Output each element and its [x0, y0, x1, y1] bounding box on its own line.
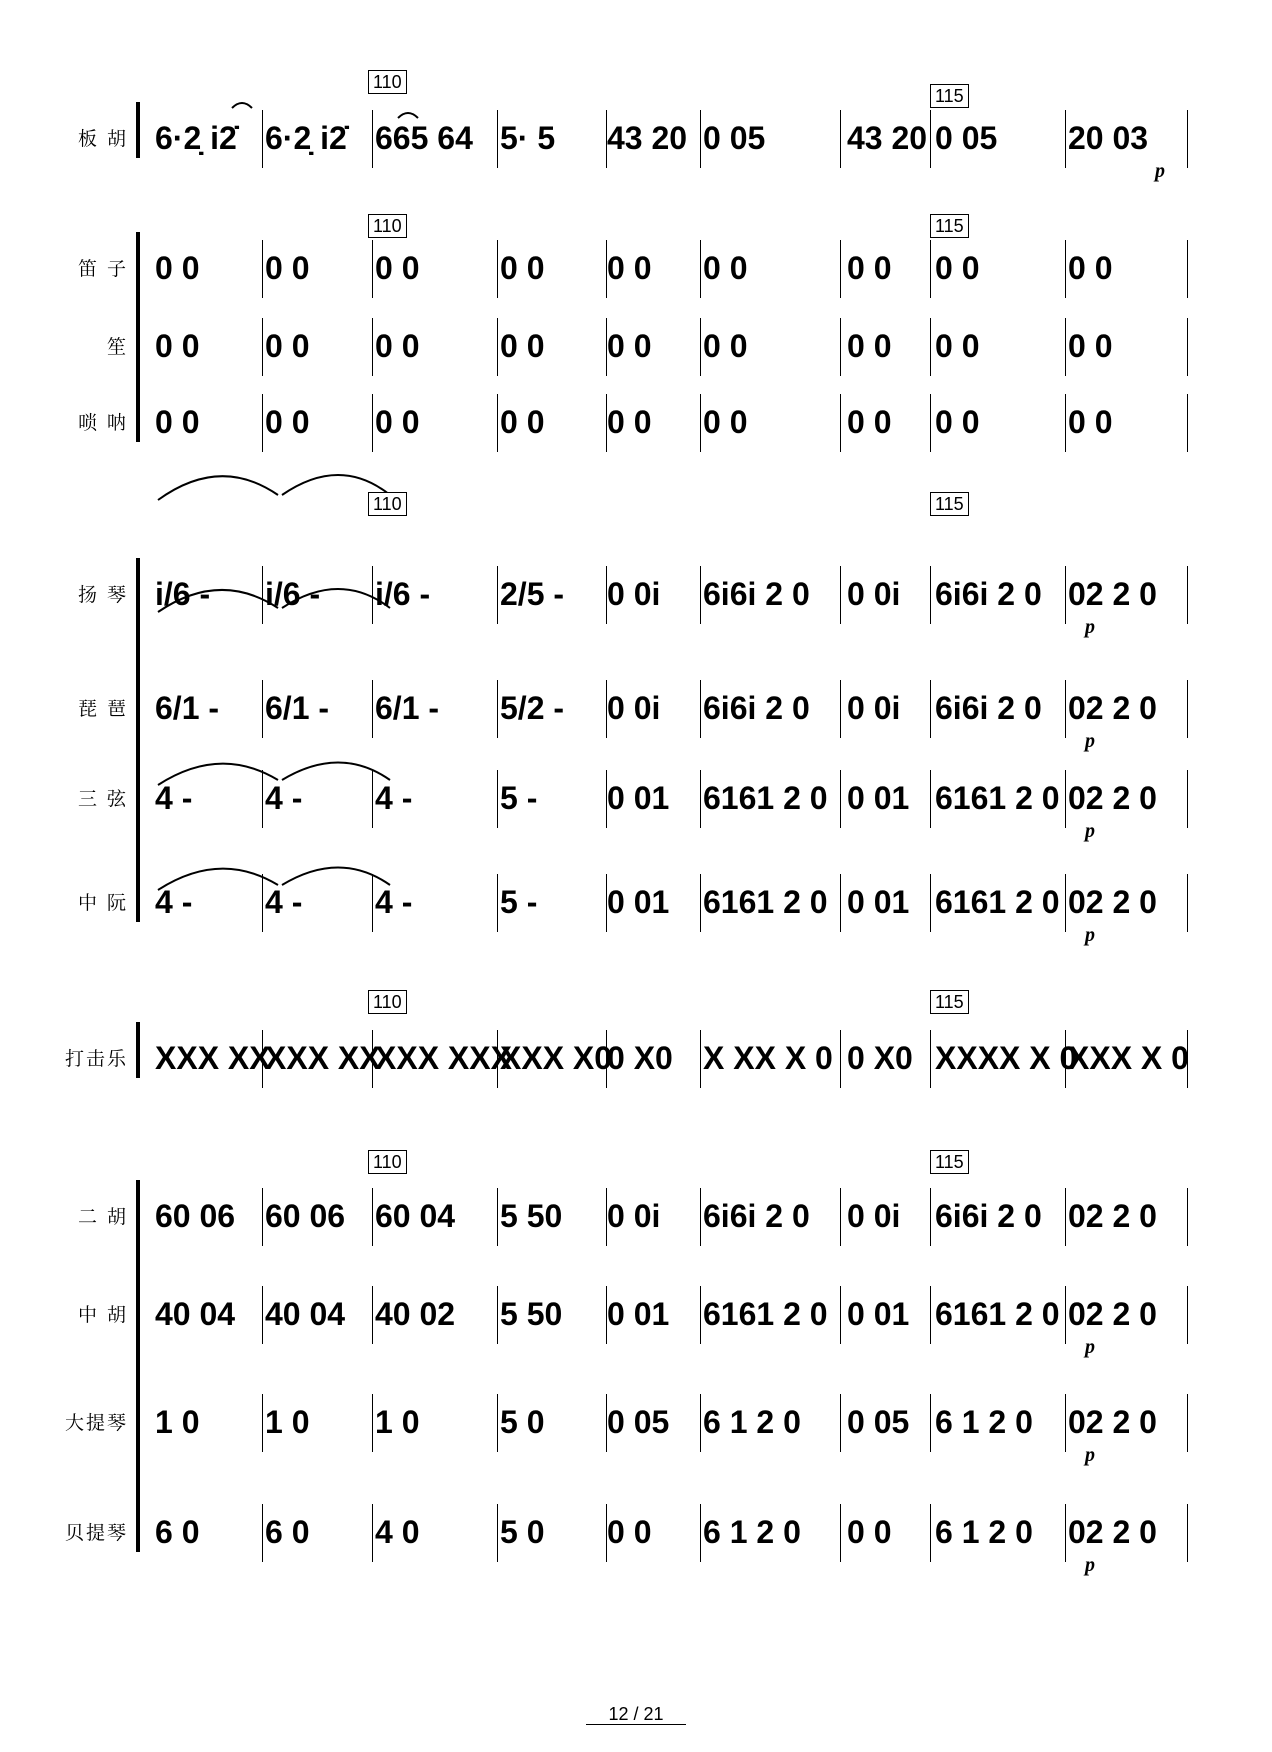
measure-notes: 0 0i [607, 576, 661, 612]
system-bracket [136, 558, 140, 922]
dynamic-marking: p [1085, 820, 1095, 842]
bar-line [1187, 680, 1188, 738]
measure-notes: 6i6i 2 0 [703, 690, 810, 726]
bar-line [1065, 566, 1066, 624]
dynamic-marking: p [1085, 1554, 1095, 1576]
measure-notes: XXXX X 0 [935, 1040, 1078, 1076]
bar-line [930, 770, 931, 828]
bar-line [606, 566, 607, 624]
measure-notes: 0 05 [935, 120, 998, 156]
bar-line [1065, 1394, 1066, 1452]
measure-notes: 0 0 [265, 250, 310, 286]
measure-notes: 0 0i [607, 690, 661, 726]
bar-line [262, 1394, 263, 1452]
bar-line [930, 680, 931, 738]
system-bracket [136, 102, 140, 158]
instrument-label: 唢 呐 [77, 412, 128, 434]
measure-notes: 0 X0 [847, 1040, 913, 1076]
measure-notes: 6 1 2 0 [935, 1404, 1033, 1440]
measure-notes: 0 X0 [607, 1040, 673, 1076]
rehearsal-mark: 110 [368, 492, 407, 516]
dynamic-marking: p [1085, 1336, 1095, 1358]
bar-line [606, 1504, 607, 1562]
measure-notes: 20 03 [1068, 120, 1149, 156]
instrument-label: 板 胡 [77, 128, 128, 150]
measure-notes: 0 0 [155, 404, 200, 440]
measure-notes: 0 0 [847, 404, 892, 440]
dynamic-marking: p [1085, 924, 1095, 946]
system-bracket [136, 1022, 140, 1078]
measure-notes: 02 2 0 [1068, 1514, 1157, 1550]
bar-line [1187, 770, 1188, 828]
bar-line [606, 680, 607, 738]
measure-notes: 0 0 [847, 328, 892, 364]
instrument-label: 二 胡 [77, 1206, 128, 1228]
measure-notes: 6i6i 2 0 [935, 576, 1042, 612]
measure-notes: XXX XX [265, 1040, 381, 1076]
bar-line [262, 566, 263, 624]
bar-line [840, 874, 841, 932]
measure-notes: 60 06 [155, 1198, 236, 1234]
measure-notes: 6/1 - [375, 690, 440, 726]
measure-notes: 40 04 [155, 1296, 236, 1332]
bar-line [700, 240, 701, 298]
measure-notes: 4 - [375, 884, 413, 920]
dynamic-marking: p [1085, 616, 1095, 638]
bar-line [1065, 874, 1066, 932]
bar-line [497, 318, 498, 376]
measure-notes: 5 50 [500, 1296, 563, 1332]
bar-line [372, 110, 373, 168]
bar-line [1065, 1188, 1066, 1246]
rehearsal-mark: 110 [368, 214, 407, 238]
measure-notes: 0 01 [847, 1296, 910, 1332]
bar-line [1187, 318, 1188, 376]
bar-line [930, 1504, 931, 1562]
measure-notes: 02 2 0 [1068, 576, 1157, 612]
bar-line [840, 318, 841, 376]
measure-notes: 0 0 [375, 328, 420, 364]
measure-notes: 0 01 [847, 780, 910, 816]
bar-line [497, 110, 498, 168]
bar-line [262, 1030, 263, 1088]
measure-notes: 5 50 [500, 1198, 563, 1234]
bar-line [262, 1188, 263, 1246]
bar-line [606, 1394, 607, 1452]
bar-line [840, 770, 841, 828]
measure-notes: XXX X0 [500, 1040, 613, 1076]
measure-notes: 6 1 2 0 [703, 1404, 801, 1440]
measure-notes: 0 0 [1068, 328, 1113, 364]
bar-line [840, 1030, 841, 1088]
instrument-label: 三 弦 [77, 788, 128, 810]
measure-notes: 0 0 [375, 404, 420, 440]
measure-notes: 6161 2 0 [703, 1296, 828, 1332]
measure-notes: 665 64 [375, 120, 473, 156]
measure-notes: 02 2 0 [1068, 690, 1157, 726]
measure-notes: 0 0 [703, 328, 748, 364]
measure-notes: 6/1 - [265, 690, 330, 726]
measure-notes: 0 05 [607, 1404, 670, 1440]
bar-line [840, 680, 841, 738]
measure-notes: 6i6i 2 0 [703, 1198, 810, 1234]
instrument-label: 扬 琴 [77, 584, 128, 606]
bar-line [497, 1504, 498, 1562]
measure-notes: 1 0 [265, 1404, 310, 1440]
measure-notes: 5· 5 [500, 120, 556, 156]
measure-notes: 0 0i [847, 1198, 901, 1234]
bar-line [930, 240, 931, 298]
rehearsal-mark: 115 [930, 1150, 969, 1174]
measure-notes: 6 1 2 0 [935, 1514, 1033, 1550]
measure-notes: 0 0i [847, 576, 901, 612]
bar-line [700, 874, 701, 932]
measure-notes: 02 2 0 [1068, 780, 1157, 816]
measure-notes: 60 06 [265, 1198, 346, 1234]
bar-line [606, 394, 607, 452]
bar-line [262, 240, 263, 298]
bar-line [372, 1030, 373, 1088]
bar-line [497, 1286, 498, 1344]
measure-notes: i/6 - [155, 576, 211, 612]
rehearsal-mark: 110 [368, 1150, 407, 1174]
bar-line [262, 1504, 263, 1562]
measure-notes: 0 01 [847, 884, 910, 920]
system-bracket [136, 1180, 140, 1552]
measure-notes: 4 - [155, 780, 193, 816]
bar-line [930, 110, 931, 168]
measure-notes: 02 2 0 [1068, 1198, 1157, 1234]
bar-line [930, 318, 931, 376]
bar-line [840, 1286, 841, 1344]
bar-line [606, 1286, 607, 1344]
measure-notes: 0 01 [607, 1296, 670, 1332]
measure-notes: i/6 - [265, 576, 321, 612]
rehearsal-mark: 115 [930, 214, 969, 238]
bar-line [930, 1286, 931, 1344]
instrument-label: 中 胡 [77, 1304, 128, 1326]
measure-notes: X XX X 0 [703, 1040, 833, 1076]
bar-line [606, 1188, 607, 1246]
bar-line [1187, 1394, 1188, 1452]
bar-line [1065, 1030, 1066, 1088]
bar-line [930, 874, 931, 932]
bar-line [840, 394, 841, 452]
page-number: 12 / 21 [586, 1704, 685, 1725]
bar-line [1187, 110, 1188, 168]
measure-notes: 0 0 [155, 328, 200, 364]
measure-notes: 0 0 [1068, 404, 1113, 440]
measure-notes: 6·2̣ i2̇ [155, 120, 237, 156]
measure-notes: 5 0 [500, 1404, 545, 1440]
bar-line [700, 1286, 701, 1344]
bar-line [700, 318, 701, 376]
measure-notes: 6i6i 2 0 [935, 690, 1042, 726]
measure-notes: 6161 2 0 [935, 884, 1060, 920]
bar-line [372, 394, 373, 452]
bar-line [497, 874, 498, 932]
measure-notes: 0 0 [703, 404, 748, 440]
measure-notes: 6i6i 2 0 [703, 576, 810, 612]
bar-line [840, 566, 841, 624]
bar-line [1065, 394, 1066, 452]
rehearsal-mark: 110 [368, 990, 407, 1014]
measure-notes: 0 05 [847, 1404, 910, 1440]
bar-line [1065, 770, 1066, 828]
measure-notes: 4 - [265, 884, 303, 920]
measure-notes: 2/5 - [500, 576, 565, 612]
bar-line [497, 1188, 498, 1246]
rehearsal-mark: 115 [930, 84, 969, 108]
bar-line [1187, 1188, 1188, 1246]
instrument-label: 大提琴 [64, 1412, 128, 1434]
bar-line [1187, 1286, 1188, 1344]
measure-notes: 0 0 [607, 328, 652, 364]
bar-line [1065, 110, 1066, 168]
bar-line [1187, 874, 1188, 932]
measure-notes: 4 - [375, 780, 413, 816]
bar-line [1065, 1504, 1066, 1562]
measure-notes: 6 0 [155, 1514, 200, 1550]
bar-line [372, 680, 373, 738]
bar-line [262, 318, 263, 376]
measure-notes: 4 - [265, 780, 303, 816]
bar-line [1065, 318, 1066, 376]
bar-line [262, 680, 263, 738]
measure-notes: 6161 2 0 [703, 884, 828, 920]
bar-line [497, 566, 498, 624]
bar-line [606, 318, 607, 376]
bar-line [930, 566, 931, 624]
bar-line [1065, 240, 1066, 298]
measure-notes: 02 2 0 [1068, 1296, 1157, 1332]
measure-notes: 0 0 [155, 250, 200, 286]
measure-notes: 5 0 [500, 1514, 545, 1550]
bar-line [606, 1030, 607, 1088]
bar-line [497, 680, 498, 738]
measure-notes: 0 0 [265, 328, 310, 364]
bar-line [700, 1504, 701, 1562]
bar-line [840, 1504, 841, 1562]
measure-notes: 43 20 [607, 120, 688, 156]
bar-line [262, 110, 263, 168]
bar-line [1187, 240, 1188, 298]
bar-line [930, 1394, 931, 1452]
system-bracket [136, 232, 140, 442]
rehearsal-mark: 115 [930, 990, 969, 1014]
bar-line [700, 566, 701, 624]
measure-notes: 40 02 [375, 1296, 456, 1332]
instrument-label: 琵 琶 [77, 698, 128, 720]
measure-notes: 0 0 [847, 250, 892, 286]
measure-notes: 43 20 [847, 120, 928, 156]
measure-notes: 4 0 [375, 1514, 420, 1550]
bar-line [372, 1504, 373, 1562]
measure-notes: 40 04 [265, 1296, 346, 1332]
bar-line [262, 770, 263, 828]
bar-line [930, 1188, 931, 1246]
measure-notes: 1 0 [375, 1404, 420, 1440]
measure-notes: 0 0 [607, 1514, 652, 1550]
measure-notes: 02 2 0 [1068, 884, 1157, 920]
bar-line [262, 874, 263, 932]
measure-notes: 0 0 [500, 404, 545, 440]
measure-notes: 1 0 [155, 1404, 200, 1440]
measure-notes: 6161 2 0 [935, 780, 1060, 816]
measure-notes: XXX XXX [375, 1040, 512, 1076]
measure-notes: XXX XX [155, 1040, 271, 1076]
rehearsal-mark: 115 [930, 492, 969, 516]
measure-notes: 0 05 [703, 120, 766, 156]
bar-line [497, 770, 498, 828]
bar-line [930, 1030, 931, 1088]
bar-line [1187, 1504, 1188, 1562]
measure-notes: 6i6i 2 0 [935, 1198, 1042, 1234]
bar-line [497, 1030, 498, 1088]
measure-notes: 0 0 [1068, 250, 1113, 286]
bar-line [1187, 1030, 1188, 1088]
measure-notes: 5 - [500, 884, 538, 920]
measure-notes: 0 0i [607, 1198, 661, 1234]
bar-line [372, 566, 373, 624]
dynamic-marking: p [1085, 730, 1095, 752]
bar-line [700, 1030, 701, 1088]
measure-notes: 6161 2 0 [935, 1296, 1060, 1332]
bar-line [700, 680, 701, 738]
measure-notes: 5 - [500, 780, 538, 816]
measure-notes: 0 0 [703, 250, 748, 286]
bar-line [606, 874, 607, 932]
measure-notes: 0 0 [935, 404, 980, 440]
bar-line [700, 110, 701, 168]
bar-line [497, 1394, 498, 1452]
measure-notes: 6 0 [265, 1514, 310, 1550]
bar-line [372, 1394, 373, 1452]
measure-notes: 0 0 [375, 250, 420, 286]
bar-line [372, 1188, 373, 1246]
measure-notes: 0 0 [500, 250, 545, 286]
measure-notes: 6 1 2 0 [703, 1514, 801, 1550]
bar-line [1187, 566, 1188, 624]
measure-notes: 6161 2 0 [703, 780, 828, 816]
bar-line [497, 240, 498, 298]
dynamic-marking: p [1155, 160, 1165, 182]
measure-notes: 0 0i [847, 690, 901, 726]
bar-line [840, 240, 841, 298]
measure-notes: 0 0 [607, 250, 652, 286]
measure-notes: 6/1 - [155, 690, 220, 726]
measure-notes: 0 0 [265, 404, 310, 440]
measure-notes: 60 04 [375, 1198, 456, 1234]
measure-notes: 4 - [155, 884, 193, 920]
instrument-label: 中 阮 [77, 892, 128, 914]
instrument-label: 笙 [106, 336, 128, 358]
bar-line [372, 874, 373, 932]
bar-line [700, 1394, 701, 1452]
instrument-label: 打击乐 [64, 1048, 128, 1070]
bar-line [372, 318, 373, 376]
measure-notes: 02 2 0 [1068, 1404, 1157, 1440]
measure-notes: 0 0 [935, 250, 980, 286]
measure-notes: i/6 - [375, 576, 431, 612]
bar-line [1187, 394, 1188, 452]
bar-line [700, 1188, 701, 1246]
bar-line [372, 240, 373, 298]
measure-notes: 0 0 [935, 328, 980, 364]
bar-line [372, 1286, 373, 1344]
bar-line [1065, 680, 1066, 738]
bar-line [700, 770, 701, 828]
page-footer [0, 1704, 1272, 1725]
bar-line [497, 394, 498, 452]
bar-line [606, 240, 607, 298]
bar-line [840, 110, 841, 168]
measure-notes: 0 0 [847, 1514, 892, 1550]
bar-line [1065, 1286, 1066, 1344]
bar-line [372, 770, 373, 828]
bar-line [606, 770, 607, 828]
dynamic-marking: p [1085, 1444, 1095, 1466]
measure-notes: 0 0 [607, 404, 652, 440]
measure-notes: 0 01 [607, 780, 670, 816]
bar-line [262, 394, 263, 452]
measure-notes: XXX X 0 [1068, 1040, 1189, 1076]
measure-notes: 0 01 [607, 884, 670, 920]
rehearsal-mark: 110 [368, 70, 407, 94]
measure-notes: 6·2̣ i2̇ [265, 120, 347, 156]
bar-line [840, 1188, 841, 1246]
instrument-label: 贝提琴 [64, 1522, 128, 1544]
bar-line [930, 394, 931, 452]
instrument-label: 笛 子 [77, 258, 128, 280]
measure-notes: 0 0 [500, 328, 545, 364]
bar-line [262, 1286, 263, 1344]
bar-line [606, 110, 607, 168]
bar-line [840, 1394, 841, 1452]
bar-line [700, 394, 701, 452]
measure-notes: 5/2 - [500, 690, 565, 726]
